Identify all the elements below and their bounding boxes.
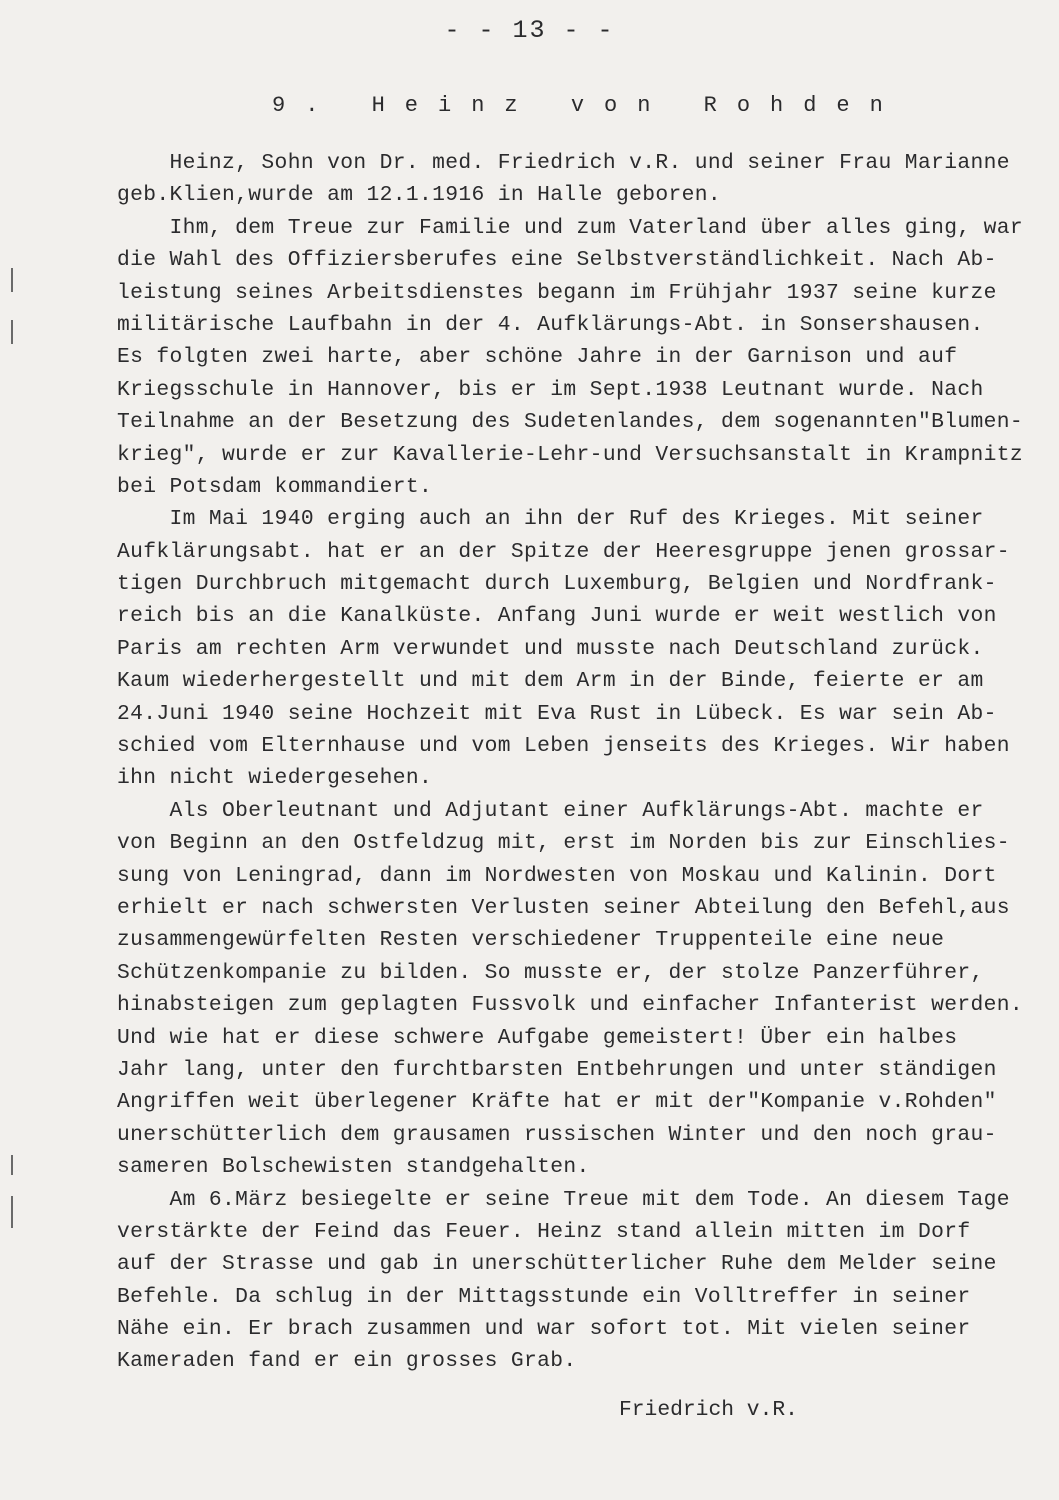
text-line: geb.Klien,wurde am 12.1.1916 in Halle geboren. bbox=[117, 183, 721, 208]
text-line: Ihm, dem Treue zur Familie und zum Vaterland über alles ging, war bbox=[117, 215, 1023, 240]
text-line: die Wahl des Offiziersberufes eine Selbstverständlichkeit. Nach Ab- bbox=[117, 248, 997, 273]
text-line: Paris am rechten Arm verwundet und musste nach Deutschland zurück. bbox=[117, 636, 984, 661]
text-line: tigen Durchbruch mitgemacht durch Luxemburg, Belgien und Nordfrank- bbox=[117, 572, 997, 597]
text-line: Befehle. Da schlug in der Mittagsstunde ein Volltreffer in seiner bbox=[117, 1284, 971, 1309]
text-line: krieg", wurde er zur Kavallerie-Lehr-und Versuchsanstalt in Krampnitz bbox=[117, 442, 1023, 467]
text-line: Teilnahme an der Besetzung des Sudetenlandes, dem sogenannten"Blumen- bbox=[117, 410, 1023, 435]
page-number: - - 13 - - bbox=[444, 16, 615, 45]
text-line: 24.Juni 1940 seine Hochzeit mit Eva Rust in Lübeck. Es war sein Ab- bbox=[117, 701, 997, 726]
text-line: Angriffen weit überlegener Kräfte hat er mit der"Kompanie v.Rohden" bbox=[117, 1090, 997, 1115]
text-line: Schützenkompanie zu bilden. So musste er, der stolze Panzerführer, bbox=[117, 960, 984, 985]
text-line: bei Potsdam kommandiert. bbox=[117, 474, 433, 499]
text-line: zusammengewürfelten Resten verschiedener Truppenteile eine neue bbox=[117, 928, 945, 953]
body-text bbox=[117, 147, 1047, 1378]
binding-hole-mark bbox=[11, 1155, 13, 1175]
signature: Friedrich v.R. bbox=[619, 1398, 798, 1422]
text-line: reich bis an die Kanalküste. Anfang Juni wurde er weit westlich von bbox=[117, 604, 997, 629]
text-line: von Beginn an den Ostfeldzug mit, erst im Norden bis zur Einschlies- bbox=[117, 831, 1010, 856]
binding-hole-mark bbox=[11, 320, 13, 344]
text-line: Kriegsschule in Hannover, bis er im Sept.1938 Leutnant wurde. Nach bbox=[117, 377, 984, 402]
text-line: Kaum wiederhergestellt und mit dem Arm in der Binde, feierte er am bbox=[117, 669, 984, 694]
text-line: Es folgten zwei harte, aber schöne Jahre in der Garnison und auf bbox=[117, 345, 958, 370]
text-line: Und wie hat er diese schwere Aufgabe gemeistert! Über ein halbes bbox=[117, 1025, 958, 1050]
text-line: auf der Strasse und gab in unerschütterlicher Ruhe dem Melder seine bbox=[117, 1252, 997, 1277]
text-line: Kameraden fand er ein grosses Grab. bbox=[117, 1349, 577, 1374]
text-line: schied vom Elternhause und vom Leben jenseits des Krieges. Wir haben bbox=[117, 734, 1010, 759]
text-line: erhielt er nach schwersten Verlusten seiner Abteilung den Befehl,aus bbox=[117, 895, 1010, 920]
text-line: leistung seines Arbeitsdienstes begann im Frühjahr 1937 seine kurze bbox=[117, 280, 997, 305]
text-line: Nähe ein. Er brach zusammen und war sofort tot. Mit vielen seiner bbox=[117, 1317, 971, 1342]
text-line: Am 6.März besiegelte er seine Treue mit dem Tode. An diesem Tage bbox=[117, 1187, 1010, 1212]
text-line: ihn nicht wiedergesehen. bbox=[117, 766, 433, 791]
text-line: verstärkte der Feind das Feuer. Heinz stand allein mitten im Dorf bbox=[117, 1219, 971, 1244]
text-line: Heinz, Sohn von Dr. med. Friedrich v.R. und seiner Frau Marianne bbox=[117, 151, 1010, 175]
text-line: sameren Bolschewisten standgehalten. bbox=[117, 1155, 590, 1180]
chapter-heading: 9. Heinz von Rohden bbox=[272, 93, 903, 118]
text-line: unerschütterlich dem grausamen russischen Winter und den noch grau- bbox=[117, 1122, 997, 1147]
binding-hole-mark bbox=[11, 268, 13, 292]
text-line: hinabsteigen zum geplagten Fussvolk und einfacher Infanterist werden. bbox=[117, 993, 1023, 1018]
text-line: militärische Laufbahn in der 4. Aufklärungs-Abt. in Sonsershausen. bbox=[117, 312, 984, 337]
text-line: sung von Leningrad, dann im Nordwesten von Moskau und Kalinin. Dort bbox=[117, 863, 997, 888]
binding-hole-mark bbox=[11, 1196, 13, 1228]
text-line: Jahr lang, unter den furchtbarsten Entbehrungen und unter ständigen bbox=[117, 1057, 997, 1082]
text-line: Im Mai 1940 erging auch an ihn der Ruf des Krieges. Mit seiner bbox=[117, 507, 984, 532]
text-line: Aufklärungsabt. hat er an der Spitze der Heeresgruppe jenen grossar- bbox=[117, 539, 1010, 564]
text-line: Als Oberleutnant und Adjutant einer Aufklärungs-Abt. machte er bbox=[117, 798, 984, 823]
